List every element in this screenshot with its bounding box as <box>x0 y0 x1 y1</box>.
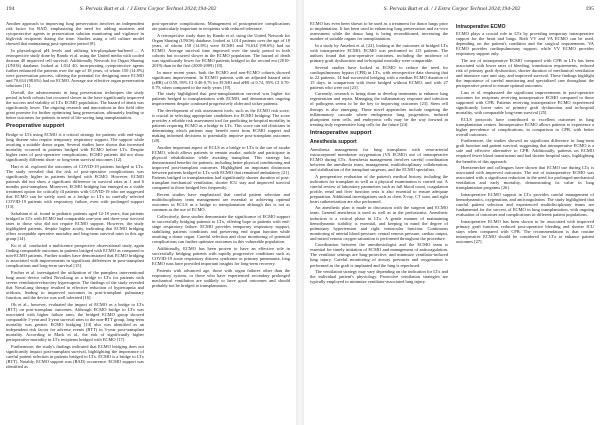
paragraph: The development of risk assessment tools, such as the ECMO risk score, is crucial in selecting appropriate candidates for ECMO bridging. The score provides a reliable risk assessment tool for predicting in-hospital mortality in patients requiring ECMO as a bridge to LTx. This score can aid clinicians in determining which patients may benefit most from ECMO support and making informed decisions to potentially improve post-transplant outcomes [20]. <box>152 108 290 144</box>
paragraph: An anesthetic plan is made in discussion with the surgeon and ECMO team. General anesthesia is used as well as in the perfusionist. Anesthetic induction is a critical phase in LTx. A gentle manner of maintaining hemodynamic stability is essential, and keeping in mind the degree of pulmonary hypertension and right ventricular function. Continuous monitoring of arterial blood pressure, central venous pressure, cardiac output, and mixed venous oxygen saturation is performed throughout the procedure. <box>310 205 448 241</box>
section-heading-intraoperative: Intraoperative support <box>310 129 372 136</box>
paragraph: Fischer et al. investigated the utilization of the pumpless interventional lung assist device called NovaLung as a bridge to LTx for patients with severe ventilation-refractory hypercapnia. The findings of the study revealed that NovaLung therapy resulted in effective reduction of hypercapnia and acidosis, leading to improved outcomes in post-transplant pulmonary function, and the device was well tolerated [16]. <box>6 269 144 300</box>
text-columns <box>6 21 290 370</box>
paragraph: Hart et al. explored the outcomes of COVID-19 patients bridged to LTx. The study revealed that the risk of post-operative complications was significantly higher in patients bridged with ECMO. However, ECMO patients did not show a significant difference in survival rates at 1 and 6 months post-transplant. Moreover, ECMO bridging has emerged as a viable treatment option for critically ill patients with COVID-19 who are suggested that ECMO can be safely used as a bridge to LTx in carefully selected COVID-19 patients with respiratory failure, even with prolonged support [13]. <box>6 163 144 210</box>
paragraph: ECLS protocols have contributed to excellent outcomes in lung transplantation centres. Intraoperative ECMO allows patients to experience a higher prevalence of complications, in comparison to CPB, with better overall outcomes. <box>456 116 594 137</box>
paragraph: Collectively, these studies demonstrate the significance of ECMO support in successfully bridging patients to LTx, offering hope to patients with end-stage respiratory failure. ECMO provides temporary respiratory support, stabilizing patients conditions and preserving end organ function while awaiting a donor organ. Careful selection and close monitoring of potential complications can further optimize outcomes in this vulnerable population. <box>152 213 290 245</box>
section-heading-preoperative: Preoperative support <box>6 123 65 130</box>
paragraph: In more recent years, both the ECMO and non-ECMO cohorts showed significant improvement. In ECMO patients with an adjusted hazard ratio (aHR) of 0.59, 95% CI 0.46-0.76 for ECMO and aHR of 0.74, 95% CI 0.70-0.79, when compared to the early years [19]. <box>152 69 290 90</box>
paragraph: Intraoperative ECMO support in LTx provides careful management of hemodynamics, oxygenation, and anticoagulation. The study highlighted that careful patient selection and experienced multidisciplinary teams are fundamental for the success of ECMO in lung transplantation, with ongoing evaluation of outcomes and complications in different patient populations. <box>456 191 594 218</box>
text-columns <box>310 21 594 286</box>
paragraph: The use of intraoperative ECMO compared with CPB in LTx has been associated with lower rates of bleeding, transfusion requirements, reduced risk of primary graft dysfunction, shorter duration of mechanical ventilation and intensive care unit stay, and improved survival. These findings highlight the importance of careful monitoring and specialized care throughout the perioperative period to ensure optimal outcomes. <box>456 57 594 89</box>
paragraph: post-operative complications. Management of postoperative complications are particularly important in recipients with reduced tolerance. <box>152 21 290 32</box>
paragraph: Salsabian et al. found in pediatric patients aged 12-18 years, that patients bridged to LTx with ECMO had comparable one-year and three-year survival rates to those who did not require ECMO support. However, the study highlighted patients, despite higher acuity, indicating that ECMO bridging offers acceptable operative mortality and long-term survival rates in this age group [14]. <box>6 210 144 242</box>
paragraph: A retrospective study done by Rando et al. using the United Network for Organ Sharing (UNOS) database, looked at 1,014 patients over the age of 18 years, of whom 150 (14.8%) were ECMO and 70,634 (98.6%) had no ECMO. Average survival time improved over the study period in both cohorts but occurred slower in the ECMO population. The hazard of death was significantly lower for ECMO patients bridged in the second era (2010-2019) than in the first (2000-2009) [18]. <box>152 32 290 68</box>
page-number: 194 <box>6 6 15 12</box>
running-title: S. Pervaiz Butt et al. / J Extra Corpor Technol 2024;194-202 <box>79 6 217 12</box>
paragraph: Intraoperative ECMO has been shown to be associated with improved primary graft function, reduced post-operative bleeding and shorter ICU stays when compared with CPB. The recommendation is that routine intraoperative ECMO should be considered for LTx to enhance patient outcomes [27]. <box>456 218 594 244</box>
paragraph: Furthermore, the studies showed no significant difference in long-term graft function and patient survival, suggesting that intraoperative ECMO is a safe and effective alternative to CPB. Additionally, patients on ECMO required fewer blood transfusions and had shorter hospital stays, highlighting the benefits of this approach. <box>456 138 594 164</box>
paragraph: Another approach to improving lung preservation involves an independent risk factor for BAD, emphasizing the need for adding nutrients and cytoprotective agents to preservation solution monitoring and vigilance in high-risk recipients during the time. Studies using a cell culture model showed that maintaining post-operative period [8]. <box>6 21 144 47</box>
paragraph: Recent studies have emphasized that careful patient selection and multidisciplinary team management are essential to achieving optimal outcomes in ECLS as a bridge to transplantation although this is not as common as the use of ECMO. <box>152 192 290 213</box>
paragraph: Patients with advanced age, those with organ failures other than the respiratory system, or those who have experienced secondary prolonged mechanical ventilation are unlikely to have good outcomes and should probably not be bridged to transplantation. <box>152 267 290 288</box>
subsection-heading-intraoperative-ecmo: Intraoperative ECMO <box>456 23 506 30</box>
paragraph: ECMO plays a crucial role in LTx by providing temporary intraoperative support for the heart and lungs. Both VV and VA ECMO can be used, depending on the patient's condition and the surgical requirements. VA ECMO provides cardiopulmonary support, while VV ECMO provides respiratory support only. <box>456 31 594 57</box>
right-page <box>304 0 600 425</box>
paragraph: The study highlighted that post-transplantation survival was higher for patients bridged to transplantation with ECMO, and demonstrates ongoing improvement despite continued progressively older and sicker patients. <box>152 91 290 107</box>
paragraph: Several studies have looked at ECMO to reduce the need for cardiopulmonary bypass (CPB) in LTx, with retrospective data showing that in 22 patients, 14 had successful bridging with a median ECMO duration of 15 days, in comparison with those bridged without ECMO, and with 27 patients who were not [23]. <box>310 64 448 90</box>
paragraph: Lass et al. emphasized the significant improvements in post-operative outcomes for recipients receiving intraoperative ECMO compared to those supported with CPB. Patients receiving intraoperative ECMO experienced significantly lower rates of primary graft dysfunction and in-hospital mortality, with comparable long-term survival [25]. <box>456 89 594 115</box>
paragraph: Anesthesia management for lung transplants with veno-arterial extracorporeal membrane oxygenation (VA ECMO) use of intraoperative ECMO during LTx. Anesthesia management involves careful coordination between the anesthesia team, management, multidisciplinary collaboration, and stabilization of the transplant surgeons, and the ECMO specialists. <box>310 146 448 172</box>
paragraph: Furthermore, the study's findings indicated that ECMO bridging does not significantly impact post-transplant survival, highlighting the importance of careful patient selection in patients bridged to LTx. ECMO is a bridge to LTx (BTT). Notably, ECMO support was (BAD) occurrence. ECMO support was identified as <box>6 343 144 369</box>
left-page <box>0 0 296 425</box>
paragraph: Bridge to LTx using ECMO is a critical strategy for patients with end-stage lung disease who require temporary respiratory support. The support while awaiting a suitable donor organ. Several studies have shown that increased mortality occurred in patients bridged with ECMO before LTx. Despite higher rates of post-operative complications, ECMO patients did not show significantly different short- or long-term survival outcomes [12]. <box>6 132 144 163</box>
paragraph: Oh et al., however, evaluated the impact of ECMO as a bridge to LTx (BTT) on post-transplant outcomes. Although ECMO bridge to LTx was associated with higher failure rates, the bridged ECMO group showed comparable 1-year and 3-year survival rates to the non-BTT group, long-term mortality was greater. ECMO bridging [14] also was identified as an independent risk factor for adverse events (BTT) in 3-year post-transplant mortality. According to Mack et al., the risk of significantly higher perioperative mortality in LTx recipients bridged with ECMO [17]. <box>6 301 144 342</box>
paragraph: Another important aspect of ECLS as a bridge to LTx is the use of awake ECMO, which allows patients to remain awake, mobile and participate in physical rehabilitation while awaiting transplant. This strategy has demonstrated benefits for patients, including better physical conditioning and improved post-transplant outcomes. Highlighted an important distinction between patients bridged to LTx with ECMO that remained ambulatory [21]. Patients bridged to transplantation had significantly shorter duration of post-transplant mechanical ventilation, shorter ICU stay and improved survival compared to those bridged less frequently. <box>152 145 290 191</box>
running-head <box>6 5 290 14</box>
page-gutter <box>296 0 304 425</box>
page-number: 195 <box>585 6 594 12</box>
paragraph: Ko et al. conducted a multicentre prospective observational study, again finding comparable outcomes in patients bridged with ECMO as compared to non-ECMO patients. Further studies have demonstrated that ECMO bridging is associated with improvements in significant differences in post-transplant complications and long-term survival [15]. <box>6 242 144 269</box>
paragraph: In physiological pH levels and utilizing tris-phosphate-buffered ... A retrospective study done by Rando et al. using the United media with cooled dextran 40 improved cell survival. Additionally Network for Organ Sharing (UNOS) database, looked at 1,014 40, incorporating cytoprotective agents further enhanced the patients over the age of 18 years, of whom 150 (14.8%) were preservation process, offering the potential for designing more ECMO and 70,634 (98.6%) had no ECMO. Average use effective organ preservation solutions [11]. <box>6 47 144 89</box>
paragraph: Additionally, ECMO has been proven to have an effective role in successfully bridging patients with rapidly progressive conditions such as COVID-19 acute respiratory distress syndrome or primary pneumonia, long ECMO runs have provided important insights for long-term recovery. <box>152 245 290 266</box>
paragraph: A preoperative evaluation of the patient's medical history, including the indication for transplant as well as a physical examination is carried out. A careful review of laboratory parameters such as full blood count, coagulation profile, renal and liver function tests is also essential to ensure adequate preparation. Additional investigations such as chest X-ray, CT scan, and right heart catheterization are also performed. <box>310 173 448 204</box>
paragraph: Hoetzenecker and colleagues have shown that ECMO use during LTx is associated with improved outcomes. The use of intraoperative ECMO was associated with a significant reduction in the need for prolonged mechanical ventilation and early mortality, demonstrating its value in lung transplantation programs [26]. <box>456 165 594 191</box>
text-column-right <box>456 21 594 286</box>
paragraph: In a study by Anselmi et al. [22], looking at the outcomes of bridged LTx with intraoperative ECMO, ECMO was performed in 115 patients. The authors found that post-operative outcomes, including the incidence of primary graft dysfunction and in-hospital mortality were comparable. <box>310 42 448 63</box>
text-column-left <box>6 21 144 370</box>
paragraph: The ventilation strategy may vary depending on the indication for LTx and the individual patient's physiology. Protective ventilation strategies are typically employed to minimize ventilator-associated lung injury. <box>310 269 448 285</box>
subsection-heading-anesthesia: Anesthesia support <box>310 139 357 146</box>
paragraph: Currently, research is being done to develop treatments to enhance lung regeneration and repair. Managing the inflammatory response and infection of pathogens seems to be the key to improving outcomes [23]. Stem cell therapy is also emerging. These novel approaches include targeting the inflammatory cascade where endogenous lung progenitors, induced pluripotent stem cells, and embryonic cells may be the way forward in treating truly regenerative lung cells for the future [24]. <box>310 91 448 127</box>
paragraph: Overall, the advancements in lung preservation techniques the study period in both cohorts but occurred slower in the have significantly improved the success and viability of LTx ECMO population. The hazard of death was significantly lower. The ongoing research and innovations in this field offer great promise for further optimizing lung preservation, ultimately leading to better outcomes for patients in need of life-saving lung transplantation. <box>6 89 144 121</box>
paragraph: ECMO has even been shown to be used as a treatment for donor lungs prior to implantation. It has been used in enhancing lung preservation and ex-vivo assessment while the donor lung is being reconditioned, increasing the number of suitable organs for transplantation. <box>310 21 448 42</box>
text-column-left <box>310 21 448 286</box>
paragraph: Coordination between the anesthesiologist and the ECMO team is essential for timely initiation of ECMO and management of anticoagulation. The ventilator settings are lung-protective, and minimize ventilator-induced lung injury. Careful monitoring of airway pressures and oxygenation is performed as the graft is implanted and the lung is reperfused. <box>310 242 448 268</box>
running-head <box>310 5 594 14</box>
running-title: S. Pervaiz Butt et al. / J Extra Corpor Technol 2024;194-202 <box>383 6 521 12</box>
text-column-right <box>152 21 290 370</box>
